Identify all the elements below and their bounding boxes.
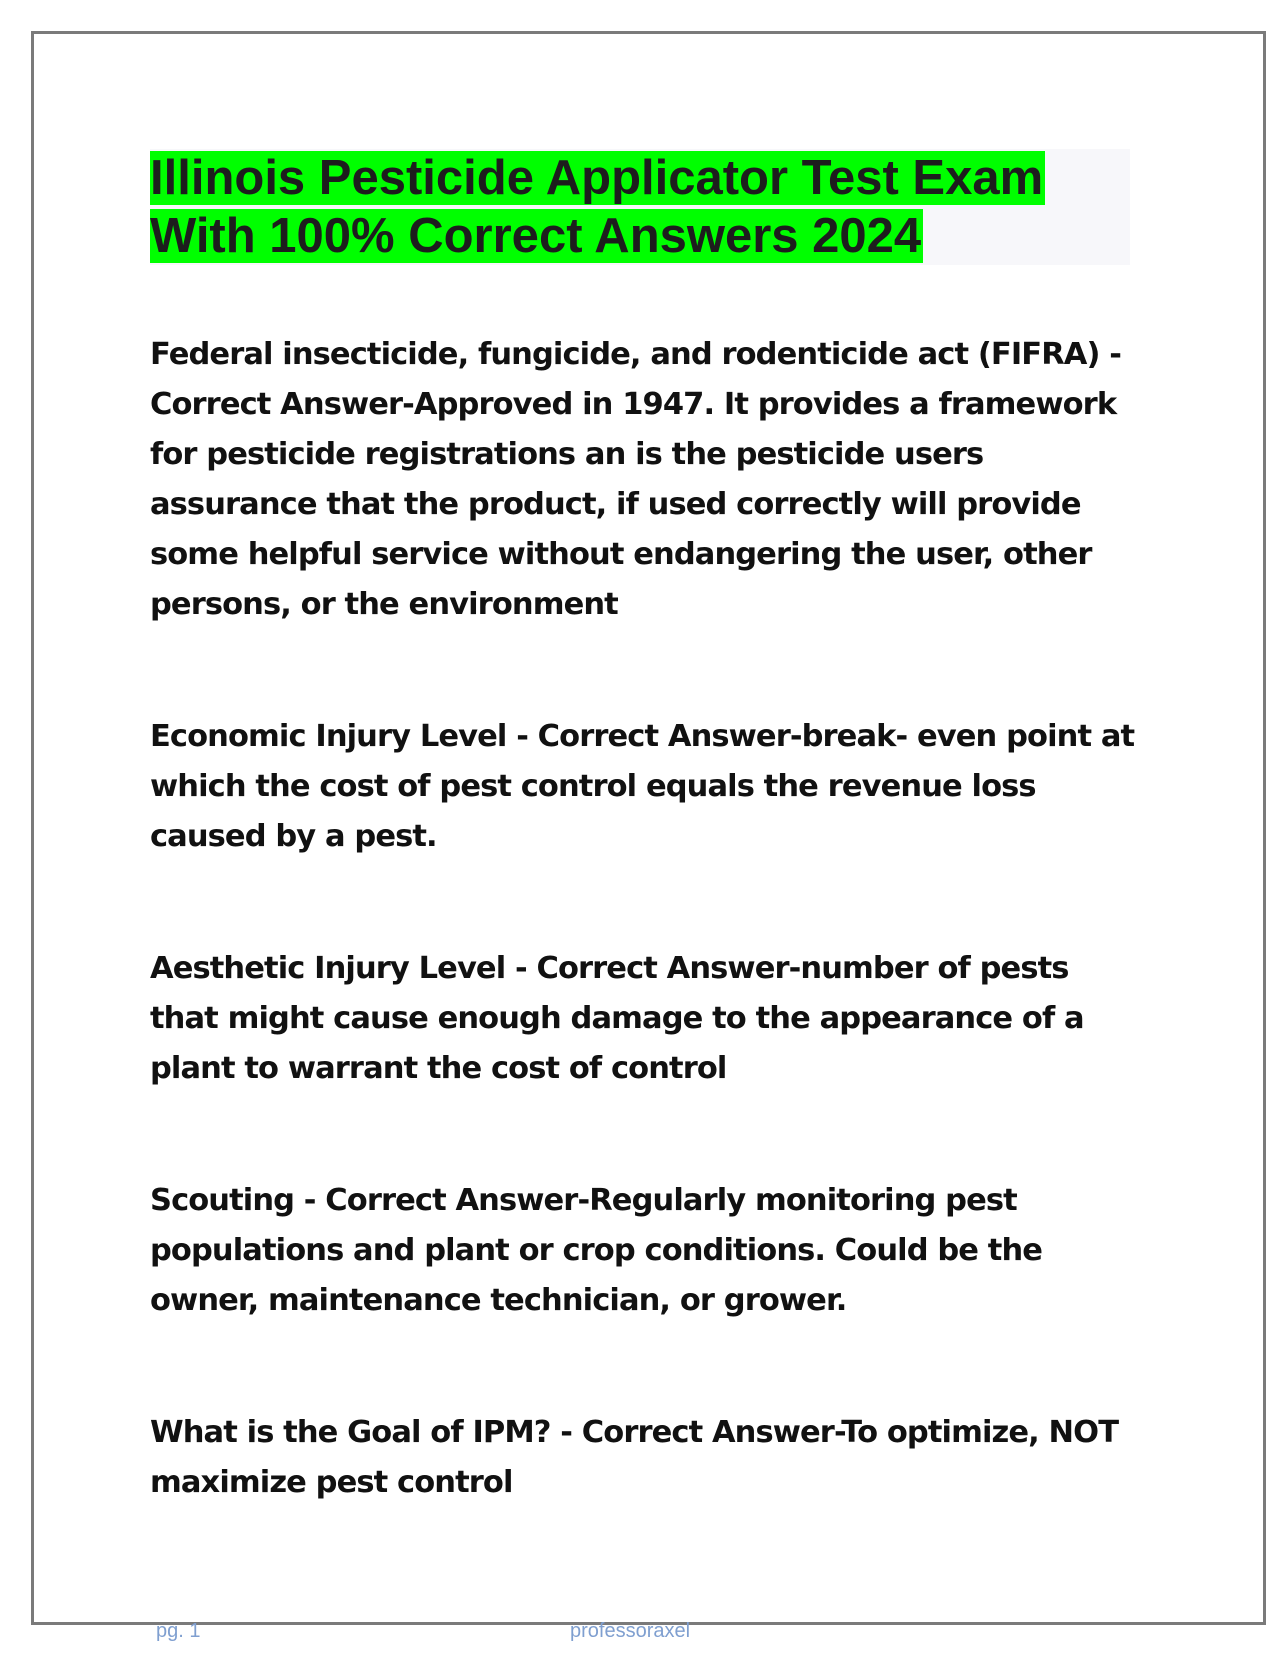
footer-author: professoraxel	[570, 1620, 691, 1642]
qa-entry-scouting: Scouting - Correct Answer-Regularly monitoring pest populations and plant or crop conditions. Could be the owner, maintenance technician, or grower.	[150, 1183, 1043, 1318]
page-title-line-1: Illinois Pesticide Applicator Test Exam	[150, 151, 1044, 205]
qa-entry-fifra: Federal insecticide, fungicide, and rodenticide act (FIFRA) - Correct Answer-Approved in 1947. It provides a framework for pesticide registrations an is the pesticide users assurance that the product, if used correctly will provide some helpful service without endangering the user, other persons, or the environment	[150, 337, 1122, 622]
document-body	[150, 330, 1135, 1508]
qa-entry-ipm-goal: What is the Goal of IPM? - Correct Answer-To optimize, NOT maximize pest control	[150, 1415, 1119, 1500]
qa-entry-economic-injury-level: Economic Injury Level - Correct Answer-break- even point at which the cost of pest control equals the revenue loss caused by a pest.	[150, 719, 1135, 854]
title-block	[150, 149, 1130, 265]
page-title-line-2: With 100% Correct Answers 2024	[150, 209, 922, 263]
qa-entry-aesthetic-injury-level: Aesthetic Injury Level - Correct Answer-number of pests that might cause enough damage to the appearance of a plant to warrant the cost of control	[150, 951, 1084, 1086]
footer-page-number: pg. 1	[156, 1620, 201, 1642]
